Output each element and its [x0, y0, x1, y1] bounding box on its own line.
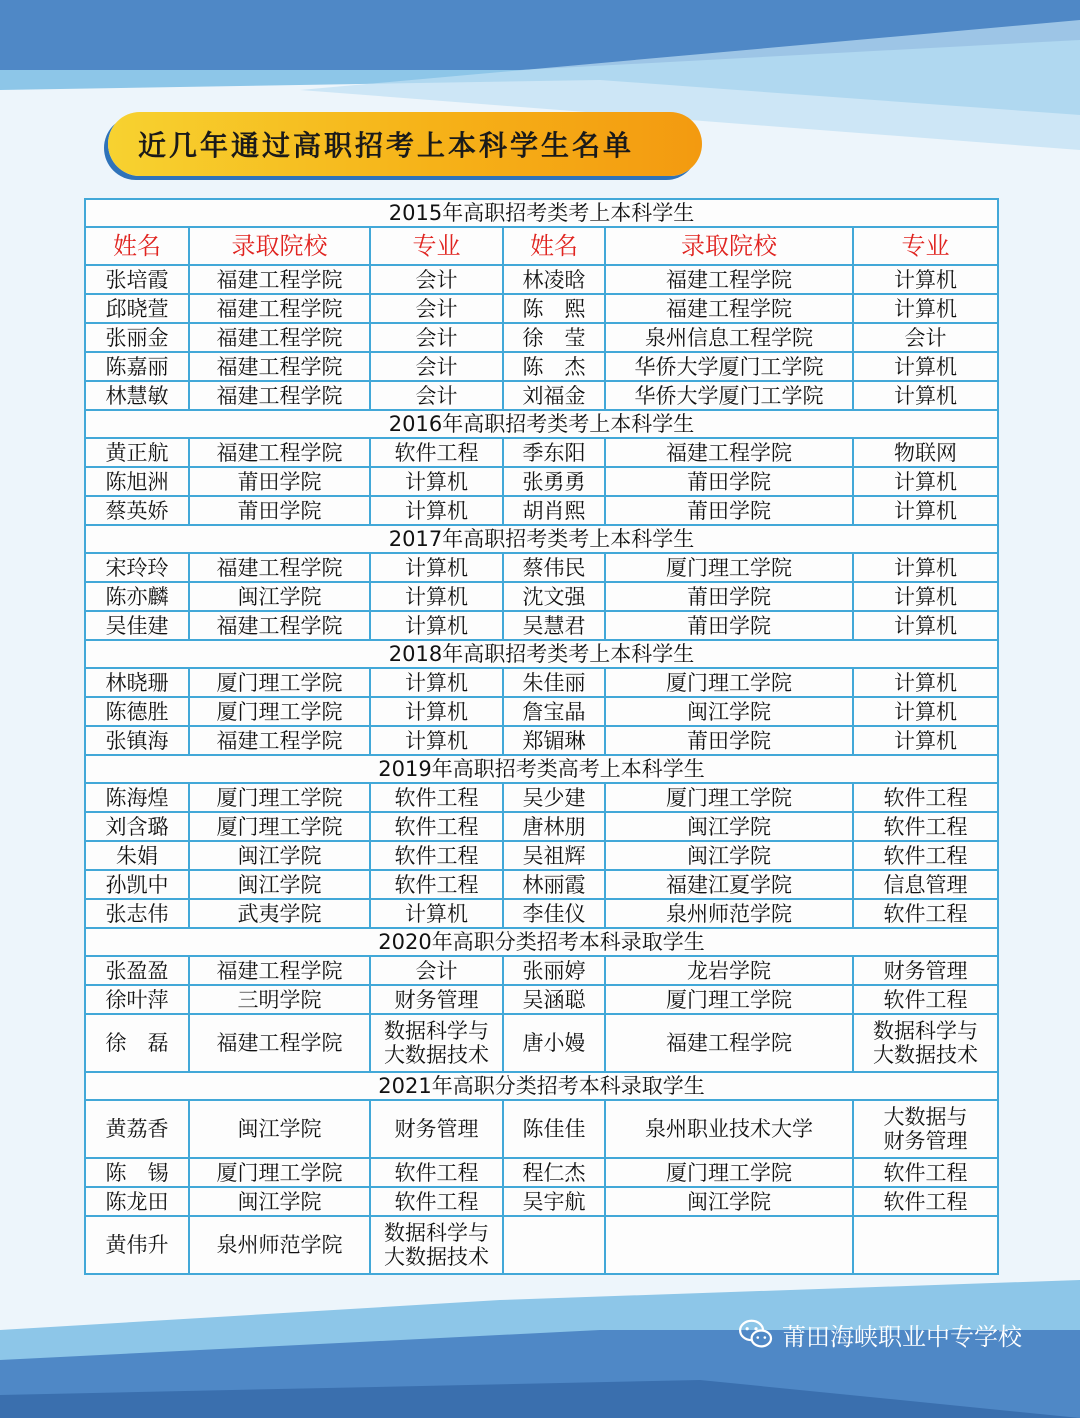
- table-row: [85, 1158, 998, 1187]
- student-name-cell: 陈 熙: [503, 294, 605, 323]
- student-name-cell: 黄正航: [85, 438, 189, 467]
- student-name-cell: 季东阳: [503, 438, 605, 467]
- major-cell: 软件工程: [370, 812, 503, 841]
- table-row: [85, 870, 998, 899]
- college-cell: 福建江夏学院: [605, 870, 853, 899]
- table-row: [85, 899, 998, 928]
- column-header: 专业: [370, 227, 503, 265]
- column-header: 录取院校: [605, 227, 853, 265]
- college-cell: 闽江学院: [605, 812, 853, 841]
- section-header-row: [85, 525, 998, 553]
- college-cell: 福建工程学院: [605, 438, 853, 467]
- table-row: [85, 265, 998, 294]
- major-cell: 计算机: [370, 496, 503, 525]
- college-cell: 福建工程学院: [189, 726, 370, 755]
- major-cell: 软件工程: [853, 985, 998, 1014]
- student-name-cell: 唐小嫚: [503, 1014, 605, 1072]
- college-cell: 闽江学院: [189, 1100, 370, 1158]
- student-name-cell: 陈佳佳: [503, 1100, 605, 1158]
- student-name-cell: 刘福金: [503, 381, 605, 410]
- section-header-row: [85, 755, 998, 783]
- student-name-cell: 林凌晗: [503, 265, 605, 294]
- student-name-cell: 张丽金: [85, 323, 189, 352]
- major-cell: 计算机: [853, 496, 998, 525]
- student-name-cell: 李佳仪: [503, 899, 605, 928]
- college-cell: 闽江学院: [189, 1187, 370, 1216]
- college-cell: 福建工程学院: [189, 265, 370, 294]
- table-row: [85, 1187, 998, 1216]
- major-cell: 会计: [370, 265, 503, 294]
- student-name-cell: 蔡伟民: [503, 553, 605, 582]
- college-cell: 武夷学院: [189, 899, 370, 928]
- roster-body: [85, 199, 998, 1274]
- table-row: [85, 783, 998, 812]
- college-cell: 闽江学院: [605, 841, 853, 870]
- college-cell: 福建工程学院: [189, 438, 370, 467]
- major-cell: 计算机: [370, 697, 503, 726]
- student-name-cell: 林晓珊: [85, 668, 189, 697]
- college-cell: 三明学院: [189, 985, 370, 1014]
- student-name-cell: 程仁杰: [503, 1158, 605, 1187]
- major-cell: 计算机: [370, 611, 503, 640]
- column-header-row: [85, 227, 998, 265]
- student-name-cell: 吴宇航: [503, 1187, 605, 1216]
- student-name-cell: 邱晓萱: [85, 294, 189, 323]
- college-cell: 福建工程学院: [189, 611, 370, 640]
- table-row: [85, 294, 998, 323]
- college-cell: 厦门理工学院: [605, 783, 853, 812]
- college-cell: 闽江学院: [605, 1187, 853, 1216]
- column-header: 录取院校: [189, 227, 370, 265]
- major-cell: 数据科学与 大数据技术: [370, 1216, 503, 1274]
- major-cell: 软件工程: [370, 1158, 503, 1187]
- student-name-cell: 林慧敏: [85, 381, 189, 410]
- table-row: [85, 611, 998, 640]
- column-header: 姓名: [85, 227, 189, 265]
- student-name-cell: 张志伟: [85, 899, 189, 928]
- major-cell: 计算机: [370, 553, 503, 582]
- college-cell: 福建工程学院: [189, 1014, 370, 1072]
- student-name-cell: 刘含璐: [85, 812, 189, 841]
- college-cell: 福建工程学院: [189, 381, 370, 410]
- student-name-cell: 陈海煌: [85, 783, 189, 812]
- student-name-cell: 吴慧君: [503, 611, 605, 640]
- college-cell: 闽江学院: [189, 582, 370, 611]
- student-name-cell: 张勇勇: [503, 467, 605, 496]
- footer-account: [738, 1316, 1022, 1352]
- table-row: [85, 553, 998, 582]
- table-row: [85, 985, 998, 1014]
- table-row: [85, 1014, 998, 1072]
- major-cell: 数据科学与 大数据技术: [853, 1014, 998, 1072]
- major-cell: 信息管理: [853, 870, 998, 899]
- table-row: [85, 352, 998, 381]
- college-cell: 厦门理工学院: [605, 553, 853, 582]
- major-cell: 软件工程: [370, 1187, 503, 1216]
- section-header-row: [85, 928, 998, 956]
- major-cell: 软件工程: [853, 1158, 998, 1187]
- page-title: 近几年通过高职招考上本科学生名单: [138, 129, 635, 162]
- major-cell: 数据科学与 大数据技术: [370, 1014, 503, 1072]
- table-row: [85, 323, 998, 352]
- student-name-cell: 张丽婷: [503, 956, 605, 985]
- section-title: 2017年高职招考类考上本科学生: [85, 525, 998, 553]
- student-name-cell: 陈 杰: [503, 352, 605, 381]
- table-row: [85, 841, 998, 870]
- college-cell: 莆田学院: [605, 611, 853, 640]
- column-header: 姓名: [503, 227, 605, 265]
- student-name-cell: 吴少建: [503, 783, 605, 812]
- major-cell: 计算机: [853, 265, 998, 294]
- section-title: 2020年高职分类招考本科录取学生: [85, 928, 998, 956]
- column-header: 专业: [853, 227, 998, 265]
- major-cell: 会计: [370, 294, 503, 323]
- college-cell: 厦门理工学院: [189, 668, 370, 697]
- major-cell: 物联网: [853, 438, 998, 467]
- student-name-cell: 吴涵聪: [503, 985, 605, 1014]
- student-name-cell: 黄荔香: [85, 1100, 189, 1158]
- student-name-cell: 唐林朋: [503, 812, 605, 841]
- major-cell: 软件工程: [853, 1187, 998, 1216]
- table-row: [85, 697, 998, 726]
- footer-text: 莆田海峡职业中专学校: [782, 1322, 1022, 1351]
- major-cell: 会计: [853, 323, 998, 352]
- student-name-cell: 孙凯中: [85, 870, 189, 899]
- major-cell: 计算机: [853, 668, 998, 697]
- college-cell: 厦门理工学院: [189, 1158, 370, 1187]
- college-cell: 闽江学院: [605, 697, 853, 726]
- major-cell: 计算机: [853, 553, 998, 582]
- college-cell: 泉州师范学院: [605, 899, 853, 928]
- college-cell: 福建工程学院: [189, 956, 370, 985]
- major-cell: 软件工程: [853, 783, 998, 812]
- table-row: [85, 381, 998, 410]
- section-title: 2021年高职分类招考本科录取学生: [85, 1072, 998, 1100]
- major-cell: 财务管理: [370, 985, 503, 1014]
- major-cell: 软件工程: [853, 841, 998, 870]
- student-name-cell: 陈德胜: [85, 697, 189, 726]
- college-cell: 莆田学院: [189, 467, 370, 496]
- college-cell: 龙岩学院: [605, 956, 853, 985]
- college-cell: 泉州信息工程学院: [605, 323, 853, 352]
- major-cell: 会计: [370, 381, 503, 410]
- major-cell: 会计: [370, 323, 503, 352]
- table-row: [85, 726, 998, 755]
- college-cell: 厦门理工学院: [605, 668, 853, 697]
- table-row: [85, 496, 998, 525]
- student-name-cell: 徐 磊: [85, 1014, 189, 1072]
- major-cell: 计算机: [370, 467, 503, 496]
- student-name-cell: 詹宝晶: [503, 697, 605, 726]
- table-row: [85, 438, 998, 467]
- college-cell: 莆田学院: [605, 582, 853, 611]
- student-name-cell: 张盈盈: [85, 956, 189, 985]
- college-cell: 福建工程学院: [189, 553, 370, 582]
- major-cell: 会计: [370, 956, 503, 985]
- major-cell: 软件工程: [370, 841, 503, 870]
- student-name-cell: 张镇海: [85, 726, 189, 755]
- student-name-cell: 朱娟: [85, 841, 189, 870]
- college-cell: 莆田学院: [605, 726, 853, 755]
- major-cell: 计算机: [853, 467, 998, 496]
- wechat-icon: [738, 1319, 774, 1349]
- student-name-cell: 张培霞: [85, 265, 189, 294]
- major-cell: 大数据与 财务管理: [853, 1100, 998, 1158]
- section-title: 2016年高职招考类考上本科学生: [85, 410, 998, 438]
- student-roster-table: [84, 198, 999, 1275]
- college-cell: 厦门理工学院: [605, 1158, 853, 1187]
- college-cell: [605, 1216, 853, 1274]
- section-title: 2019年高职招考类高考上本科学生: [85, 755, 998, 783]
- major-cell: [853, 1216, 998, 1274]
- major-cell: 财务管理: [370, 1100, 503, 1158]
- college-cell: 莆田学院: [605, 467, 853, 496]
- table-row: [85, 467, 998, 496]
- section-header-row: [85, 640, 998, 668]
- college-cell: 泉州职业技术大学: [605, 1100, 853, 1158]
- major-cell: 计算机: [853, 352, 998, 381]
- student-name-cell: 宋玲玲: [85, 553, 189, 582]
- student-name-cell: 吴佳建: [85, 611, 189, 640]
- student-name-cell: 吴祖辉: [503, 841, 605, 870]
- major-cell: 计算机: [370, 582, 503, 611]
- student-name-cell: 陈亦麟: [85, 582, 189, 611]
- college-cell: 莆田学院: [605, 496, 853, 525]
- table-row: [85, 1100, 998, 1158]
- major-cell: 软件工程: [370, 870, 503, 899]
- section-header-row: [85, 410, 998, 438]
- student-name-cell: [503, 1216, 605, 1274]
- table-row: [85, 1216, 998, 1274]
- college-cell: 华侨大学厦门工学院: [605, 352, 853, 381]
- table-row: [85, 668, 998, 697]
- major-cell: 计算机: [370, 668, 503, 697]
- major-cell: 会计: [370, 352, 503, 381]
- section-header-row: [85, 199, 998, 227]
- college-cell: 福建工程学院: [605, 294, 853, 323]
- major-cell: 计算机: [853, 726, 998, 755]
- major-cell: 计算机: [853, 582, 998, 611]
- college-cell: 福建工程学院: [189, 352, 370, 381]
- major-cell: 软件工程: [370, 438, 503, 467]
- college-cell: 厦门理工学院: [189, 812, 370, 841]
- major-cell: 计算机: [370, 899, 503, 928]
- major-cell: 软件工程: [853, 899, 998, 928]
- student-name-cell: 沈文强: [503, 582, 605, 611]
- student-name-cell: 朱佳丽: [503, 668, 605, 697]
- college-cell: 福建工程学院: [605, 1014, 853, 1072]
- table-row: [85, 956, 998, 985]
- student-name-cell: 陈旭洲: [85, 467, 189, 496]
- major-cell: 计算机: [853, 611, 998, 640]
- college-cell: 福建工程学院: [189, 294, 370, 323]
- table-row: [85, 582, 998, 611]
- major-cell: 计算机: [853, 381, 998, 410]
- major-cell: 计算机: [853, 294, 998, 323]
- major-cell: 计算机: [370, 726, 503, 755]
- section-title: 2018年高职招考类考上本科学生: [85, 640, 998, 668]
- college-cell: 福建工程学院: [189, 323, 370, 352]
- college-cell: 厦门理工学院: [189, 783, 370, 812]
- table-row: [85, 812, 998, 841]
- student-name-cell: 陈嘉丽: [85, 352, 189, 381]
- student-name-cell: 陈 锡: [85, 1158, 189, 1187]
- college-cell: 福建工程学院: [605, 265, 853, 294]
- student-name-cell: 徐 莹: [503, 323, 605, 352]
- student-name-cell: 蔡英娇: [85, 496, 189, 525]
- title-banner: [108, 112, 702, 176]
- student-name-cell: 郑镅琳: [503, 726, 605, 755]
- student-name-cell: 林丽霞: [503, 870, 605, 899]
- student-name-cell: 陈龙田: [85, 1187, 189, 1216]
- major-cell: 财务管理: [853, 956, 998, 985]
- section-header-row: [85, 1072, 998, 1100]
- major-cell: 计算机: [853, 697, 998, 726]
- college-cell: 闽江学院: [189, 870, 370, 899]
- student-name-cell: 徐叶萍: [85, 985, 189, 1014]
- college-cell: 泉州师范学院: [189, 1216, 370, 1274]
- college-cell: 莆田学院: [189, 496, 370, 525]
- college-cell: 华侨大学厦门工学院: [605, 381, 853, 410]
- major-cell: 软件工程: [853, 812, 998, 841]
- student-name-cell: 胡肖熙: [503, 496, 605, 525]
- college-cell: 厦门理工学院: [605, 985, 853, 1014]
- major-cell: 软件工程: [370, 783, 503, 812]
- student-name-cell: 黄伟升: [85, 1216, 189, 1274]
- college-cell: 闽江学院: [189, 841, 370, 870]
- section-title: 2015年高职招考类考上本科学生: [85, 199, 998, 227]
- college-cell: 厦门理工学院: [189, 697, 370, 726]
